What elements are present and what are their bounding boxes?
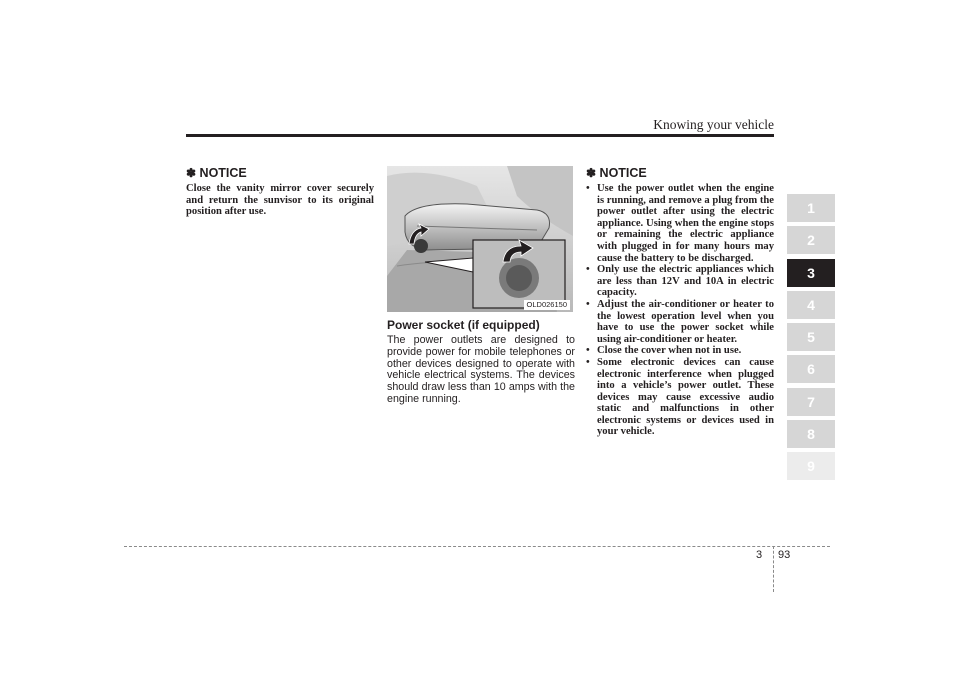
left-notice-heading-text: NOTICE	[199, 166, 247, 180]
power-socket-title: Power socket (if equipped)	[387, 318, 540, 332]
left-notice-body: Close the vanity mirror cover securely and return the sunvisor to its original position after use.	[186, 183, 374, 218]
notice-list-item: • Adjust the air-conditioner or heater to the lowest operation level when you have to use the power socket while using air-conditioner or heater.	[586, 299, 774, 345]
chapter-tabs	[787, 194, 835, 485]
right-notice-heading-text: NOTICE	[599, 166, 647, 180]
chapter-tab-9[interactable]: 9	[787, 452, 835, 480]
chapter-tab-6[interactable]: 6	[787, 355, 835, 383]
footer-vertical-divider	[773, 546, 774, 592]
running-header-title: Knowing your vehicle	[653, 117, 774, 132]
right-notice-list	[586, 183, 774, 438]
middle-column	[387, 166, 575, 406]
power-socket-photo	[387, 166, 573, 312]
left-column	[186, 166, 374, 218]
chapter-tab-2[interactable]: 2	[787, 226, 835, 254]
notice-list-item: • Use the power outlet when the engine is running, and remove a plug from the power outlet after using the electric appliance. Using when the engine stops or remaining the electric appliance with plugged in for many hours may cause the battery to be discharged.	[586, 183, 774, 264]
footer-divider	[124, 546, 830, 547]
notice-star-icon: ✽	[586, 166, 597, 180]
power-socket-body: The power outlets are designed to provide power for mobile telephones or other devices designed to operate with vehicle electrical systems. The devices should draw less than 10 amps with the engine running.	[387, 334, 575, 405]
figure-code: OLD026150	[524, 300, 570, 310]
chapter-tab-4[interactable]: 4	[787, 291, 835, 319]
chapter-tab-5[interactable]: 5	[787, 323, 835, 351]
notice-list-item: • Only use the electric appliances which are less than 12V and 10A in electric capacity.	[586, 264, 774, 299]
right-column	[586, 166, 774, 438]
footer-page-number: 93	[778, 549, 791, 561]
chapter-tab-7[interactable]: 7	[787, 388, 835, 416]
chapter-tab-8[interactable]: 8	[787, 420, 835, 448]
footer-chapter-number: 3	[756, 549, 763, 561]
notice-list-item: • Some electronic devices can cause electronic interference when plugged into a vehicle’s power outlet. These devices may cause excessive audio static and malfunctions in other electronic systems or devices used in your vehicle.	[586, 357, 774, 438]
notice-list-item: • Close the cover when not in use.	[586, 345, 774, 357]
chapter-tab-1[interactable]: 1	[787, 194, 835, 222]
header-rule	[186, 134, 774, 137]
chapter-tab-3[interactable]: 3	[787, 259, 835, 287]
left-notice-heading	[186, 166, 374, 180]
notice-star-icon: ✽	[186, 166, 197, 180]
console-armrest-illustration	[387, 166, 573, 312]
right-notice-heading	[586, 166, 774, 180]
